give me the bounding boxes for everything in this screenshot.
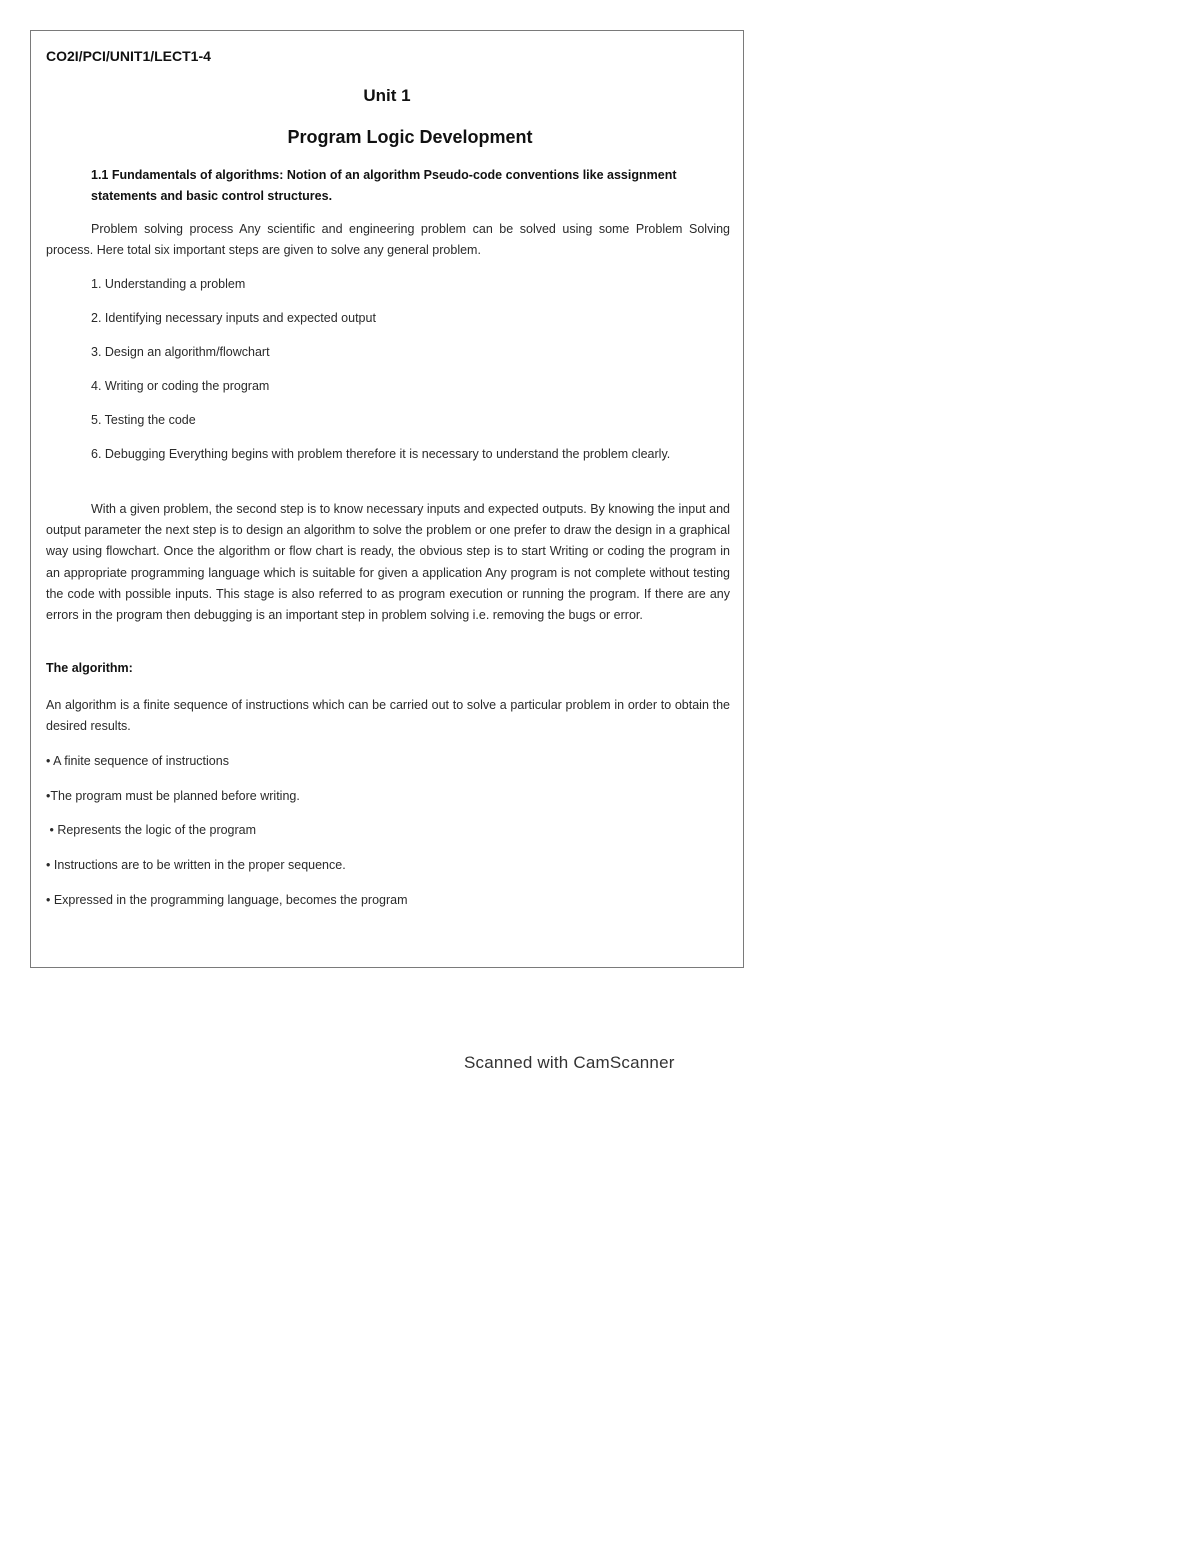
step-item: 5. Testing the code bbox=[91, 413, 196, 427]
unit-title: Unit 1 bbox=[363, 86, 411, 105]
intro-paragraph: Problem solving process Any scientific and engineering problem can be solved using some Problem Solving process. Here total six important steps are given to solve any general problem. bbox=[46, 222, 730, 258]
step-six-paragraph: 6. Debugging Everything begins with problem therefore it is necessary to understand the problem clearly. bbox=[91, 447, 671, 461]
bullet-item: •The program must be planned before writing. bbox=[46, 789, 300, 803]
document-code: CO2I/PCI/UNIT1/LECT1-4 bbox=[46, 48, 211, 64]
bullet-item: • Expressed in the programming language, becomes the program bbox=[46, 893, 408, 907]
section-heading: 1.1 Fundamentals of algorithms: Notion of an algorithm Pseudo-code conventions like assignment statements and basic control structures. bbox=[91, 168, 677, 203]
step-item: 4. Writing or coding the program bbox=[91, 379, 270, 393]
bullet-item: • Represents the logic of the program bbox=[46, 823, 257, 837]
step-item: 1. Understanding a problem bbox=[91, 277, 246, 291]
bullet-item: • A finite sequence of instructions bbox=[46, 754, 229, 768]
page-title: Program Logic Development bbox=[287, 127, 533, 147]
scanner-watermark: Scanned with CamScanner bbox=[464, 1053, 675, 1072]
algorithm-heading: The algorithm: bbox=[46, 661, 133, 675]
explanation-paragraph: With a given problem, the second step is to know necessary inputs and expected outputs. By knowing the input and output parameter the next step is to design an algorithm to solve the problem or one prefer to draw the design in a graphical way using flowchart. Once the algorithm or flow chart is ready, the obvious step is to start Writing or coding the program in an appropriate programming language which is suitable for given a application Any program is not complete without testing the code with possible inputs. This stage is also referred to as program execution or running the program. If there are any errors in the program then debugging is an important step in problem solving i.e. removing the bugs or error. bbox=[46, 502, 730, 623]
bullet-item: • Instructions are to be written in the proper sequence. bbox=[46, 858, 346, 872]
step-item: 2. Identifying necessary inputs and expected output bbox=[91, 311, 376, 325]
algorithm-definition: An algorithm is a finite sequence of instructions which can be carried out to solve a particular problem in order to obtain the desired results. bbox=[46, 698, 730, 734]
step-item: 3. Design an algorithm/flowchart bbox=[91, 345, 270, 359]
